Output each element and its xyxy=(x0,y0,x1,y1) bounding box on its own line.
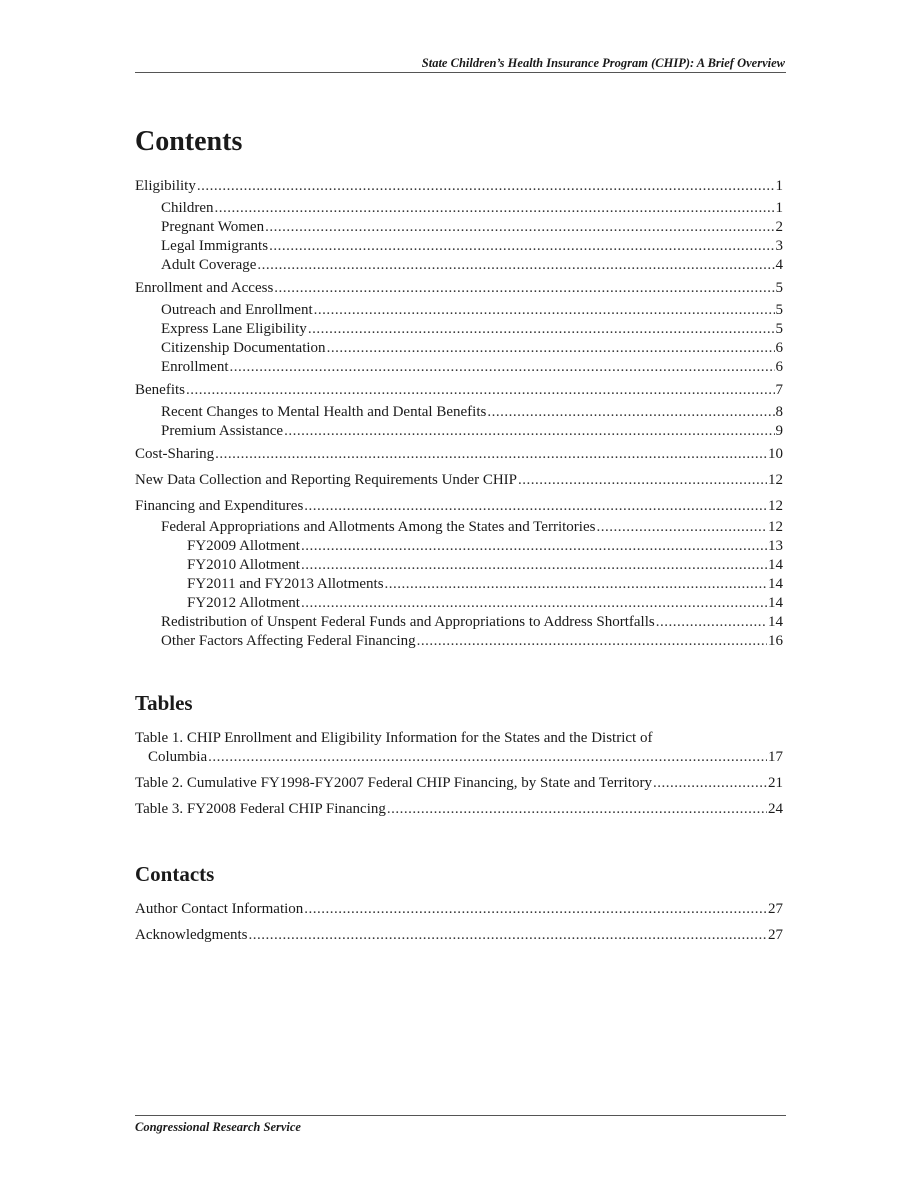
toc-entry-page: 16 xyxy=(768,633,783,649)
dot-leader xyxy=(215,445,767,464)
dot-leader xyxy=(656,613,767,632)
dot-leader xyxy=(308,320,775,339)
toc-entry-page: 6 xyxy=(775,340,783,356)
toc-entry[interactable] xyxy=(135,218,783,237)
dot-leader xyxy=(518,471,767,490)
toc-entry[interactable] xyxy=(135,556,783,575)
dot-leader xyxy=(596,518,767,537)
toc-entry[interactable] xyxy=(135,199,783,218)
dot-leader xyxy=(215,199,775,218)
toc-entry-page: 9 xyxy=(775,423,783,439)
toc-entry[interactable] xyxy=(135,403,783,422)
footer-rule xyxy=(135,1115,786,1116)
dot-leader xyxy=(301,537,767,556)
toc-entry-title: New Data Collection and Reporting Requirements Under CHIP xyxy=(135,472,518,488)
toc-entry-page: 5 xyxy=(775,321,783,337)
dot-leader xyxy=(197,177,775,196)
toc-entry-title: Citizenship Documentation xyxy=(161,340,326,356)
tables-heading: Tables xyxy=(135,691,193,715)
toc-entry[interactable] xyxy=(135,445,783,464)
toc-entry-page: 12 xyxy=(768,498,783,514)
toc-entry-page: 13 xyxy=(768,538,783,554)
toc-entry-page: 2 xyxy=(775,219,783,235)
header-rule xyxy=(135,72,786,73)
toc-entry-title: FY2010 Allotment xyxy=(187,557,300,573)
toc-entry-title: Legal Immigrants xyxy=(161,238,269,254)
toc-entry-title: Federal Appropriations and Allotments Among the States and Territories xyxy=(161,519,596,535)
toc-entry-title: FY2009 Allotment xyxy=(187,538,300,554)
toc-entry[interactable] xyxy=(135,301,783,320)
dot-leader xyxy=(269,237,774,256)
toc-entry-title: FY2012 Allotment xyxy=(187,595,300,611)
contents-heading: Contents xyxy=(135,126,243,157)
toc-entry-title: Cost-Sharing xyxy=(135,446,215,462)
toc-entry-page: 6 xyxy=(775,359,783,375)
dot-leader xyxy=(265,218,774,237)
toc-entry-page: 14 xyxy=(768,595,783,611)
toc-entry-title: Express Lane Eligibility xyxy=(161,321,307,337)
toc-entry-title: Author Contact Information xyxy=(135,901,304,917)
toc-entry-title: Financing and Expenditures xyxy=(135,498,304,514)
toc-entry-page: 1 xyxy=(775,200,783,216)
toc-entry-page: 24 xyxy=(768,801,783,817)
toc-entry-title: Table 2. Cumulative FY1998-FY2007 Federal CHIP Financing, by State and Territory xyxy=(135,775,652,791)
toc-entry-page: 5 xyxy=(775,302,783,318)
toc-entry-page: 10 xyxy=(768,446,783,462)
toc-entry[interactable] xyxy=(135,774,783,793)
toc-entry-title: Eligibility xyxy=(135,178,196,194)
dot-leader xyxy=(230,358,775,377)
dot-leader xyxy=(284,422,774,441)
toc-entry-page: 4 xyxy=(775,257,783,273)
toc-entry-page: 17 xyxy=(768,749,783,765)
running-footer: Congressional Research Service xyxy=(135,1120,301,1134)
toc-entry-page: 27 xyxy=(768,901,783,917)
toc-entry-title: Other Factors Affecting Federal Financing xyxy=(161,633,416,649)
dot-leader xyxy=(385,575,767,594)
toc-entry-title-line1[interactable]: Table 1. CHIP Enrollment and Eligibility Information for the States and the District of xyxy=(135,730,653,746)
toc-entry[interactable] xyxy=(135,926,783,945)
toc-entry-title: Premium Assistance xyxy=(161,423,284,439)
toc-entry-page: 12 xyxy=(768,472,783,488)
toc-entry[interactable] xyxy=(135,537,783,556)
toc-entry-title: Pregnant Women xyxy=(161,219,265,235)
dot-leader xyxy=(417,632,767,651)
toc-entry-page: 14 xyxy=(768,576,783,592)
dot-leader xyxy=(653,774,767,793)
dot-leader xyxy=(208,748,767,767)
toc-entry-title: Enrollment and Access xyxy=(135,280,274,296)
toc-entry[interactable] xyxy=(135,471,783,490)
toc-entry[interactable] xyxy=(135,237,783,256)
dot-leader xyxy=(304,497,767,516)
toc-entry-title: Enrollment xyxy=(161,359,229,375)
toc-entry-title: Adult Coverage xyxy=(161,257,257,273)
contacts-heading: Contacts xyxy=(135,862,215,886)
dot-leader xyxy=(304,900,767,919)
toc-entry-page: 12 xyxy=(768,519,783,535)
toc-entry-page: 8 xyxy=(775,404,783,420)
dot-leader xyxy=(274,279,774,298)
dot-leader xyxy=(301,594,767,613)
toc-entry-page: 21 xyxy=(768,775,783,791)
toc-entry-title: Acknowledgments xyxy=(135,927,248,943)
toc-entry-page: 3 xyxy=(775,238,783,254)
toc-entry[interactable] xyxy=(135,381,783,400)
dot-leader xyxy=(186,381,775,400)
toc-entry[interactable] xyxy=(135,748,783,767)
toc-entry[interactable] xyxy=(135,594,783,613)
toc-entry[interactable] xyxy=(135,279,783,298)
toc-entry-page: 14 xyxy=(768,557,783,573)
toc-entry-title: Redistribution of Unspent Federal Funds and Appropriations to Address Shortfalls xyxy=(161,614,655,630)
toc-entry-title: Recent Changes to Mental Health and Dental Benefits xyxy=(161,404,487,420)
dot-leader xyxy=(327,339,775,358)
toc-entry[interactable] xyxy=(135,339,783,358)
toc-entry-title: Benefits xyxy=(135,382,185,398)
toc-entry-title: Children xyxy=(161,200,214,216)
toc-entry-page: 27 xyxy=(768,927,783,943)
toc-entry-title: FY2011 and FY2013 Allotments xyxy=(187,576,384,592)
toc-entry[interactable] xyxy=(135,497,783,516)
toc-entry[interactable] xyxy=(135,900,783,919)
dot-leader xyxy=(387,800,767,819)
dot-leader xyxy=(248,926,767,945)
toc-entry[interactable] xyxy=(135,632,783,651)
toc-entry[interactable] xyxy=(135,518,783,537)
toc-entry-page: 7 xyxy=(775,382,783,398)
toc-entry[interactable] xyxy=(135,177,783,196)
running-header: State Children’s Health Insurance Program (CHIP): A Brief Overview xyxy=(421,56,785,70)
toc-entry[interactable] xyxy=(135,800,783,819)
toc-entry-title: Table 3. FY2008 Federal CHIP Financing xyxy=(135,801,386,817)
toc-entry[interactable] xyxy=(135,256,783,275)
toc-entry-page: 14 xyxy=(768,614,783,630)
toc-entry-page: 1 xyxy=(775,178,783,194)
toc-entry-page: 5 xyxy=(775,280,783,296)
toc-entry[interactable] xyxy=(135,320,783,339)
toc-entry[interactable] xyxy=(135,358,783,377)
dot-leader xyxy=(301,556,767,575)
dot-leader xyxy=(314,301,775,320)
toc-entry-title: Columbia xyxy=(148,749,208,765)
toc-entry[interactable] xyxy=(135,613,783,632)
toc-entry[interactable] xyxy=(135,575,783,594)
toc-entry[interactable] xyxy=(135,422,783,441)
toc-entry-title: Outreach and Enrollment xyxy=(161,302,313,318)
dot-leader xyxy=(257,256,774,275)
dot-leader xyxy=(487,403,774,422)
